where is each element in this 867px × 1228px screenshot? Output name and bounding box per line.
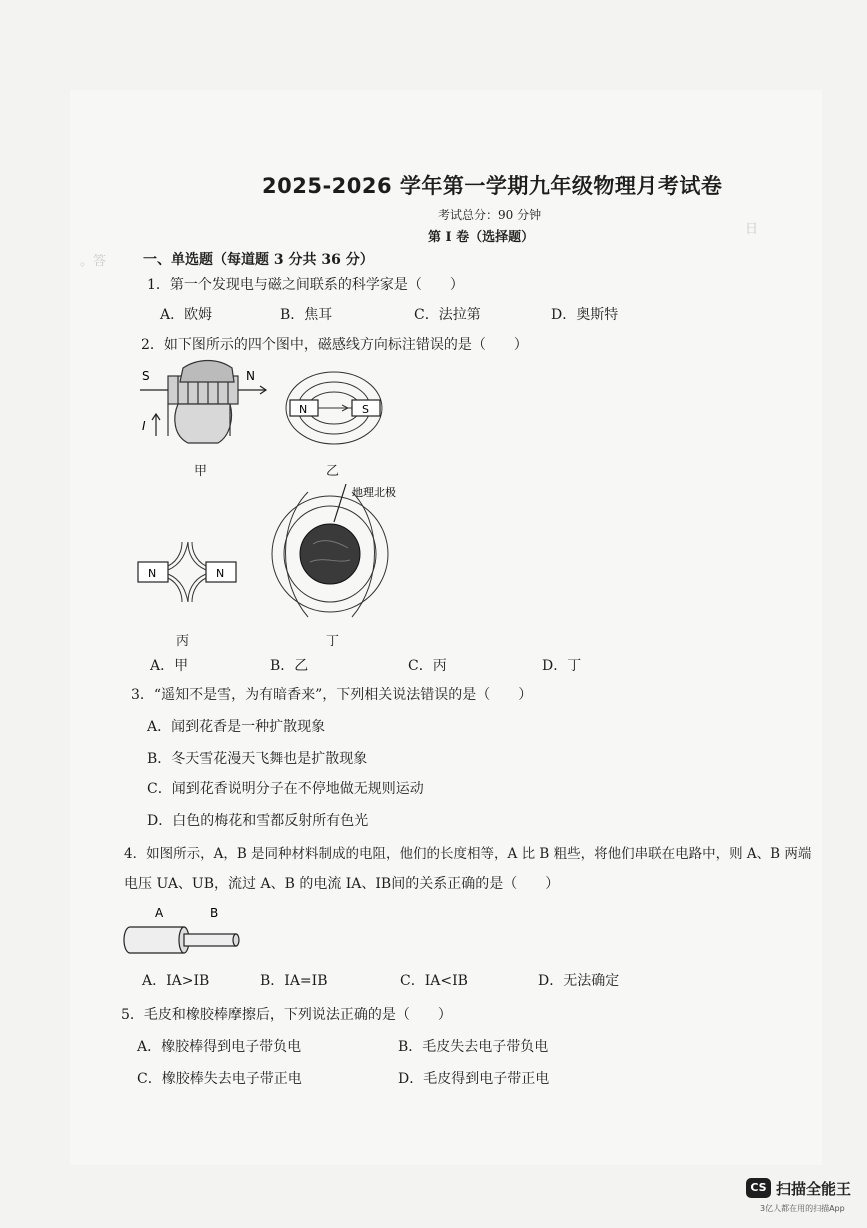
- q1-option-a[interactable]: A．欧姆: [160, 307, 213, 323]
- q5-option-b[interactable]: B．毛皮失去电子带负电: [398, 1039, 549, 1055]
- q2-option-a[interactable]: A．甲: [150, 658, 189, 674]
- question-4-stem-line2: 电压 UA、UB，流过 A、B 的电流 IA、IB间的关系正确的是（ ）: [124, 876, 560, 892]
- figure-bar-magnets: [282, 368, 387, 450]
- question-5-stem: 5．毛皮和橡胶棒摩擦后，下列说法正确的是（ ）: [121, 1007, 452, 1023]
- fig-label-bing: 丙: [176, 634, 190, 649]
- figure-resistors: [122, 905, 247, 960]
- q5-option-d[interactable]: D．毛皮得到电子带正电: [398, 1071, 550, 1087]
- fig-label-ding: 丁: [326, 634, 340, 649]
- question-1-stem: 1．第一个发现电与磁之间联系的科学家是（ ）: [147, 277, 464, 293]
- fig3-n-right: N: [216, 567, 225, 580]
- fig-label-jia: 甲: [194, 464, 208, 479]
- scanner-app-tagline: 3亿人都在用的扫描App: [760, 1204, 845, 1213]
- fig-label-yi: 乙: [326, 464, 340, 479]
- q1-option-b[interactable]: B．焦耳: [280, 307, 333, 323]
- q1-option-d[interactable]: D．奥斯特: [551, 307, 619, 323]
- q4-option-c[interactable]: C．IA<IB: [400, 973, 468, 989]
- scanner-app-logo: CS: [746, 1178, 771, 1198]
- q3-option-c[interactable]: C．闻到花香说明分子在不停地做无规则运动: [147, 781, 424, 797]
- q2-option-c[interactable]: C．丙: [408, 658, 447, 674]
- q5-option-c[interactable]: C．橡胶棒失去电子带正电: [137, 1071, 302, 1087]
- resistor-b-label: B: [210, 906, 219, 920]
- bleed-through-mark: 。答: [80, 254, 107, 269]
- fig2-n: N: [299, 403, 308, 416]
- q4-option-d[interactable]: D．无法确定: [538, 973, 620, 989]
- question-2-stem: 2．如下图所示的四个图中，磁感线方向标注错误的是（ ）: [141, 337, 528, 353]
- section-heading: 一、单选题（每道题 3 分共 36 分）: [143, 252, 374, 268]
- q4-option-b[interactable]: B．IA=IB: [260, 973, 328, 989]
- bleed-through-mark: 日: [745, 222, 759, 237]
- q1-option-c[interactable]: C．法拉第: [414, 307, 481, 323]
- north-pole-label: 地理北极: [352, 486, 396, 499]
- volume-heading: 第 I 卷（选择题）: [428, 230, 535, 245]
- q3-option-d[interactable]: D．白色的梅花和雪都反射所有色光: [147, 813, 369, 829]
- q3-option-a[interactable]: A．闻到花香是一种扩散现象: [147, 719, 326, 735]
- fig2-s: S: [362, 403, 369, 416]
- figure-two-n-poles: [136, 540, 246, 602]
- q4-option-a[interactable]: A．IA>IB: [142, 973, 210, 989]
- q2-option-b[interactable]: B．乙: [270, 658, 309, 674]
- q5-option-a[interactable]: A．橡胶棒得到电子带负电: [137, 1039, 302, 1055]
- resistor-a-label: A: [155, 906, 164, 920]
- fig3-n-left: N: [148, 567, 157, 580]
- question-4-stem-line1: 4．如图所示，A，B 是同种材料制成的电阻，他们的长度相等，A 比 B 粗些，将他们串联在电路中，则 A、B 两端: [124, 846, 812, 862]
- exam-info: 考试总分：90 分钟: [438, 208, 542, 222]
- question-3-stem: 3．“遥知不是雪，为有暗香来”，下列相关说法错误的是（ ）: [131, 687, 533, 703]
- q3-option-b[interactable]: B．冬天雪花漫天飞舞也是扩散现象: [147, 751, 368, 767]
- fig-n-label: N: [246, 369, 255, 383]
- figure-earth-field: [268, 482, 438, 627]
- fig-s-label: S: [142, 369, 150, 383]
- figure-solenoid-hand: [138, 358, 268, 458]
- scanner-app-name: 扫描全能王: [776, 1180, 852, 1198]
- exam-title: 2025-2026 学年第一学期九年级物理月考试卷: [262, 174, 723, 198]
- fig-i-label: I: [142, 419, 146, 433]
- q2-option-d[interactable]: D．丁: [542, 658, 582, 674]
